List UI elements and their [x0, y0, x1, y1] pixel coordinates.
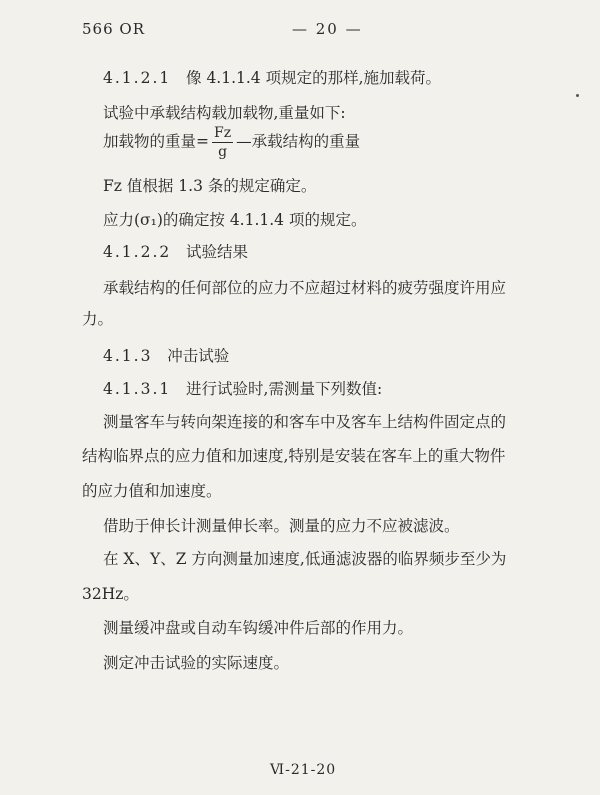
paragraph-line: 应力(σ₁)的确定按 4.1.1.4 项的规定。	[103, 211, 367, 229]
clause-number: 4.1.2.2	[103, 243, 172, 261]
paragraph-line: Fz 值根据 1.3 条的规定确定。	[103, 177, 317, 195]
paragraph-line: 试验中承载结构载加载物,重量如下:	[103, 104, 346, 122]
clause-4-1-2-2	[103, 240, 248, 262]
clause-number: 4.1.3	[103, 347, 153, 365]
clause-heading: 冲击试验	[167, 347, 230, 365]
paragraph-line: 在 X、Y、Z 方向测量加速度,低通滤波器的临界频步至少为	[103, 550, 507, 568]
formula-fraction	[212, 126, 233, 159]
clause-text: 进行试验时,需测量下列数值:	[186, 380, 383, 398]
clause-number: 4.1.3.1	[103, 380, 172, 398]
clause-4-1-3	[103, 344, 229, 366]
page-header-code: 566 OR	[82, 20, 145, 38]
paragraph-line: 借助于伸长计测量伸长率。测量的应力不应被滤波。	[103, 517, 460, 535]
paragraph-line: 测定冲击试验的实际速度。	[103, 654, 290, 672]
clause-4-1-3-1	[103, 377, 382, 399]
formula-lhs: 加载物的重量=	[103, 132, 209, 151]
page-footer: Ⅵ-21-20	[270, 762, 337, 778]
paragraph-line: 32Hz。	[82, 585, 139, 603]
clause-4-1-2-1	[103, 66, 441, 88]
clause-number: 4.1.2.1	[103, 69, 172, 87]
fraction-numerator: Fz	[214, 125, 232, 141]
formula-rhs: —承载结构的重量	[236, 132, 361, 151]
paragraph-line: 结构临界点的应力值和加速度,特别是安装在客车上的重大物件	[82, 447, 506, 465]
paragraph-line: 力。	[82, 310, 114, 328]
weight-formula	[103, 126, 360, 159]
page-header-number: — 20 —	[292, 20, 363, 38]
fraction-denominator: g	[218, 144, 228, 160]
paragraph-line: 的应力值和加速度。	[82, 482, 222, 500]
paragraph-line: 承载结构的任何部位的应力不应超过材料的疲劳强度许用应	[103, 279, 507, 297]
clause-text: 像 4.1.1.4 项规定的那样,施加载荷。	[186, 69, 442, 87]
scan-speck	[576, 94, 579, 97]
clause-heading: 试验结果	[186, 243, 249, 261]
paragraph-line: 测量客车与转向架连接的和客车中及客车上结构件固定点的	[103, 413, 507, 431]
paragraph-line: 测量缓冲盘或自动车钩缓冲件后部的作用力。	[103, 619, 414, 637]
